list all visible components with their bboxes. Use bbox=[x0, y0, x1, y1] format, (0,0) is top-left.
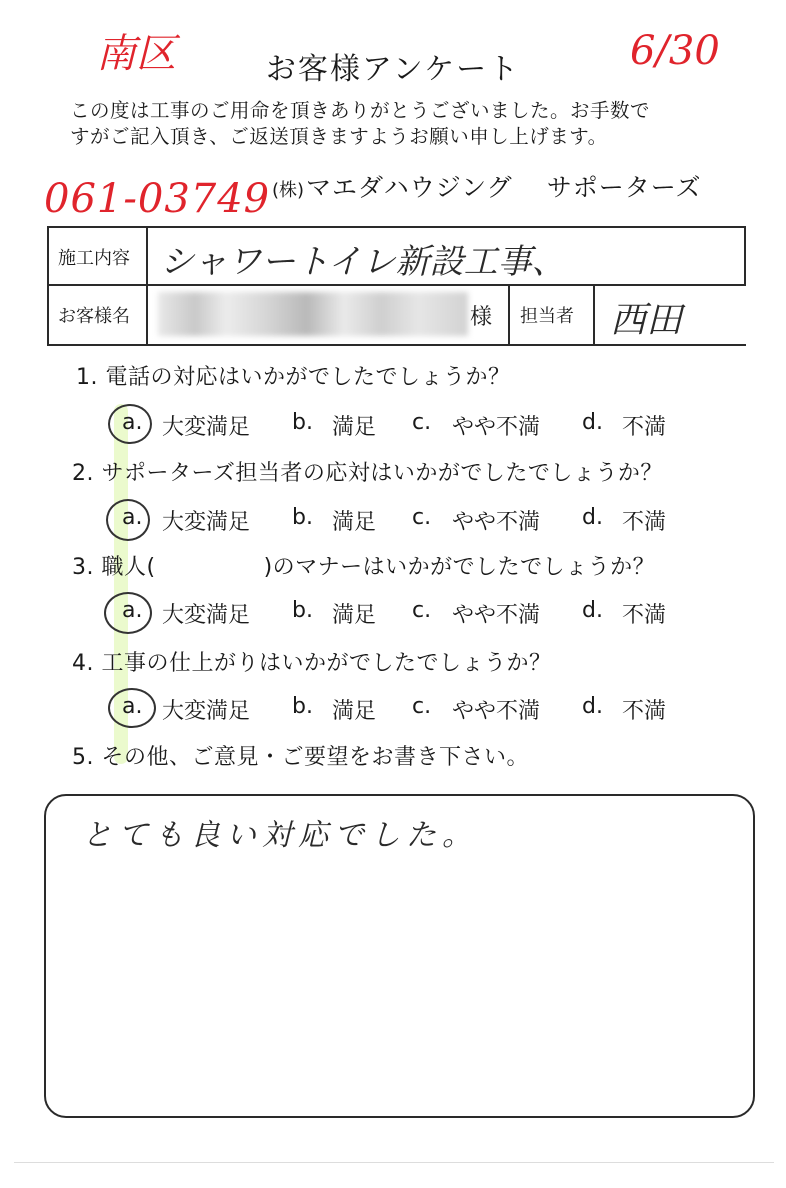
question-2 bbox=[72, 456, 663, 487]
question-4-options bbox=[122, 694, 666, 725]
option-c-letter[interactable]: c. bbox=[412, 505, 432, 530]
option-c-label: やや不満 bbox=[452, 415, 541, 440]
option-a-letter[interactable]: a. bbox=[122, 598, 143, 623]
option-c-label: やや不満 bbox=[452, 510, 541, 535]
option-d-label: 不満 bbox=[622, 699, 667, 724]
question-text: その他、ご意見・ご要望をお書き下さい。 bbox=[101, 745, 530, 770]
option-b-label: 満足 bbox=[332, 603, 377, 628]
option-b-letter[interactable]: b. bbox=[292, 410, 313, 435]
option-b-label: 満足 bbox=[332, 699, 377, 724]
honorific-label: 様 bbox=[470, 305, 493, 330]
option-c-letter[interactable]: c. bbox=[412, 410, 432, 435]
company-name bbox=[272, 168, 701, 204]
question-number: 4. bbox=[72, 651, 94, 676]
option-b-letter[interactable]: b. bbox=[292, 694, 313, 719]
answer-circle-q1 bbox=[108, 404, 152, 444]
question-4 bbox=[72, 646, 552, 677]
question-1-options bbox=[122, 410, 666, 441]
intro-line-1: この度は工事のご用命を頂きありがとうございました。お手数で bbox=[70, 99, 651, 122]
question-text-before: 職人( bbox=[101, 555, 156, 580]
date-annotation: 6/30 bbox=[630, 28, 720, 74]
area-annotation: 南区 bbox=[96, 31, 176, 77]
question-2-options bbox=[122, 505, 666, 536]
customer-name-label: お客様名 bbox=[58, 306, 130, 327]
question-3-options bbox=[122, 598, 666, 629]
question-5 bbox=[72, 740, 529, 771]
option-b-label: 満足 bbox=[332, 415, 377, 440]
customer-name-redacted bbox=[158, 292, 468, 336]
survey-title: お客様アンケート bbox=[265, 52, 521, 87]
option-c-letter[interactable]: c. bbox=[412, 598, 432, 623]
question-number: 3. bbox=[72, 555, 94, 580]
company-dept: サポーターズ bbox=[546, 173, 702, 202]
question-3 bbox=[72, 550, 655, 581]
answer-circle-q4 bbox=[108, 688, 156, 728]
intro-line-2: すがご記入頂き、ご返送頂きますようお願い申し上げます。 bbox=[70, 125, 608, 148]
question-text-after: )のマナーはいかがでしたでしょうか？ bbox=[263, 555, 656, 580]
option-c-label: やや不満 bbox=[452, 603, 541, 628]
work-content-value: シャワートイレ新設工事、 bbox=[160, 242, 566, 282]
work-content-label: 施工内容 bbox=[58, 248, 130, 269]
staff-label: 担当者 bbox=[520, 306, 574, 327]
option-d-label: 不満 bbox=[622, 510, 667, 535]
table-col-divider bbox=[146, 226, 148, 344]
option-a-label: 大変満足 bbox=[162, 510, 251, 535]
option-d-letter[interactable]: d. bbox=[582, 410, 603, 435]
staff-value: 西田 bbox=[610, 300, 683, 341]
question-text: 電話の対応はいかがでしたでしょうか？ bbox=[105, 365, 511, 390]
option-d-letter[interactable]: d. bbox=[582, 694, 603, 719]
question-text: 工事の仕上がりはいかがでしたでしょうか？ bbox=[101, 651, 552, 676]
company-prefix: (株) bbox=[272, 180, 305, 201]
answer-circle-q3 bbox=[104, 592, 152, 634]
question-text: サポーターズ担当者の応対はいかがでしたでしょうか？ bbox=[101, 461, 663, 486]
option-a-letter[interactable]: a. bbox=[122, 505, 143, 530]
customer-number-annotation: 061-03749 bbox=[44, 176, 271, 222]
table-row-divider bbox=[47, 284, 746, 286]
company-main: マエダハウジング bbox=[306, 173, 513, 202]
option-c-label: やや不満 bbox=[452, 699, 541, 724]
answer-circle-q2 bbox=[106, 499, 150, 541]
scan-edge-line bbox=[14, 1162, 774, 1163]
option-b-label: 満足 bbox=[332, 510, 377, 535]
option-a-label: 大変満足 bbox=[162, 603, 251, 628]
question-number: 2. bbox=[72, 461, 94, 486]
option-d-letter[interactable]: d. bbox=[582, 598, 603, 623]
option-a-letter[interactable]: a. bbox=[122, 410, 143, 435]
table-right-border bbox=[744, 226, 746, 286]
table-col-divider-staff bbox=[593, 286, 595, 344]
option-d-label: 不満 bbox=[622, 603, 667, 628]
option-b-letter[interactable]: b. bbox=[292, 598, 313, 623]
option-b-letter[interactable]: b. bbox=[292, 505, 313, 530]
option-a-label: 大変満足 bbox=[162, 699, 251, 724]
option-d-label: 不満 bbox=[622, 415, 667, 440]
option-a-label: 大変満足 bbox=[162, 415, 251, 440]
option-d-letter[interactable]: d. bbox=[582, 505, 603, 530]
question-number: 1. bbox=[76, 365, 98, 390]
question-number: 5. bbox=[72, 745, 94, 770]
option-c-letter[interactable]: c. bbox=[412, 694, 432, 719]
comment-text: とても良い対応でした。 bbox=[82, 818, 478, 853]
question-1 bbox=[76, 360, 511, 391]
table-col-divider-honorific bbox=[508, 286, 510, 344]
option-a-letter[interactable]: a. bbox=[122, 694, 143, 719]
